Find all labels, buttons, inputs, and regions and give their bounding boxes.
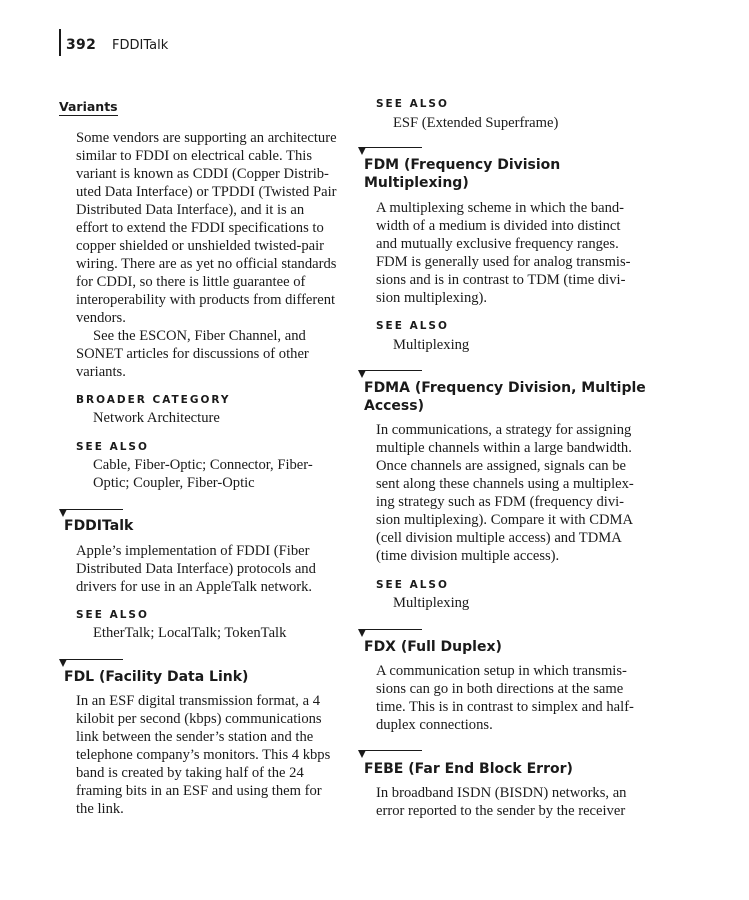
- fdma-body: [376, 421, 676, 565]
- entry-divider: [362, 629, 422, 630]
- see-also-value: ESF (Extended Superframe): [393, 115, 559, 131]
- body-line: kilobit per second (kbps) communications: [76, 711, 322, 727]
- body-line: variant is known as CDDI (Copper Distrib-: [76, 166, 329, 182]
- see-also-value: Multiplexing: [393, 595, 470, 611]
- body-line: band is created by taking half of the 24: [76, 765, 304, 781]
- body-line: In broadband ISDN (BISDN) networks, an: [376, 785, 627, 801]
- entry-marker-icon: [358, 370, 366, 378]
- body-line: A multiplexing scheme in which the band-: [376, 200, 625, 216]
- see-also-label: SEE ALSO: [76, 609, 149, 621]
- body-line: Apple’s implementation of FDDI (Fiber: [76, 543, 310, 559]
- body-line: In an ESF digital transmission format, a 4: [76, 693, 321, 709]
- body-line: sion multiplexing). Compare it with CDMA: [376, 512, 634, 528]
- body-line: variants.: [76, 364, 126, 380]
- body-line: In communications, a strategy for assigning: [376, 422, 632, 438]
- body-line: vendors.: [76, 310, 126, 326]
- see-also-label: SEE ALSO: [376, 320, 449, 332]
- body-line: for CDDI, so there is little guarantee of: [76, 274, 306, 290]
- body-line: and mutually exclusive frequency ranges.: [376, 236, 619, 252]
- body-line: framing bits in an ESF and using them for: [76, 783, 322, 799]
- body-line: sion multiplexing).: [376, 290, 488, 306]
- variants-heading: Variants: [59, 99, 118, 114]
- body-line: width of a medium is divided into distinct: [376, 218, 621, 234]
- entry-divider: [362, 750, 422, 751]
- header-rule: [59, 29, 61, 56]
- body-line: wiring. There are as yet no official standards: [76, 256, 337, 272]
- fdl-body: [76, 692, 376, 818]
- see-also-label: SEE ALSO: [376, 98, 449, 110]
- body-line: A communication setup in which transmis-: [376, 663, 627, 679]
- fdm-title: [364, 156, 560, 192]
- variants-body: [76, 129, 376, 381]
- body-line: duplex connections.: [376, 717, 493, 733]
- body-line: similar to FDDI on electrical cable. This: [76, 148, 313, 164]
- body-line: effort to extend the FDDI specifications to: [76, 220, 324, 236]
- see-also-value: EtherTalk; LocalTalk; TokenTalk: [93, 625, 287, 641]
- see-also-line: Cable, Fiber-Optic; Connector, Fiber-: [93, 457, 313, 473]
- body-line: (time division multiple access).: [376, 548, 560, 564]
- body-line: SONET articles for discussions of other: [76, 346, 309, 362]
- body-line: uted Data Interface) or TPDDI (Twisted Pair: [76, 184, 337, 200]
- body-line: sions and is in contrast to TDM (time divi-: [376, 272, 626, 288]
- febe-title: FEBE (Far End Block Error): [364, 761, 573, 777]
- body-line: interoperability with products from different: [76, 292, 336, 308]
- body-line: link between the sender’s station and the: [76, 729, 314, 745]
- entry-marker-icon: [59, 659, 67, 667]
- fdl-title: FDL (Facility Data Link): [64, 669, 249, 685]
- body-line: Once channels are assigned, signals can be: [376, 458, 627, 474]
- entry-divider: [63, 509, 123, 510]
- fdditalk-body: [76, 542, 376, 596]
- body-line: sent along these channels using a multiplex-: [376, 476, 634, 492]
- entry-marker-icon: [358, 629, 366, 637]
- entry-marker-icon: [358, 147, 366, 155]
- entry-divider: [362, 147, 422, 148]
- fdx-title: FDX (Full Duplex): [364, 639, 502, 655]
- entry-divider: [362, 370, 422, 371]
- body-line: sions can go in both directions at the same: [376, 681, 624, 697]
- fdma-title: [364, 379, 646, 415]
- page-number: 392: [66, 37, 97, 53]
- see-also-value: Multiplexing: [393, 337, 470, 353]
- body-line: ing strategy such as FDM (frequency divi-: [376, 494, 625, 510]
- body-line: error reported to the sender by the receiver: [376, 803, 626, 819]
- broader-category-label: BROADER CATEGORY: [76, 394, 231, 406]
- entry-divider: [63, 659, 123, 660]
- body-line: telephone company’s monitors. This 4 kbps: [76, 747, 331, 763]
- body-line: the link.: [76, 801, 124, 817]
- title-line: FDM (Frequency Division: [364, 157, 561, 173]
- title-line: FDMA (Frequency Division, Multiple: [364, 380, 646, 396]
- fdm-body: [376, 199, 676, 307]
- see-also-label: SEE ALSO: [376, 579, 449, 591]
- body-line: See the ESCON, Fiber Channel, and: [93, 328, 306, 344]
- body-line: FDM is generally used for analog transmis-: [376, 254, 631, 270]
- see-also-label: SEE ALSO: [76, 441, 149, 453]
- title-line: Access): [364, 398, 424, 414]
- body-line: drivers for use in an AppleTalk network.: [76, 579, 313, 595]
- fdx-body: [376, 662, 676, 734]
- fdditalk-title: FDDITalk: [64, 518, 134, 534]
- febe-body: [376, 784, 676, 820]
- see-also-line: Optic; Coupler, Fiber-Optic: [93, 475, 255, 491]
- broader-category-value: Network Architecture: [93, 410, 220, 426]
- see-also-value: [93, 456, 313, 492]
- body-line: (cell division multiple access) and TDMA: [376, 530, 622, 546]
- body-line: copper shielded or unshielded twisted-pair: [76, 238, 325, 254]
- body-line: multiple channels within a large bandwidth.: [376, 440, 632, 456]
- running-head: FDDITalk: [112, 38, 169, 53]
- body-line: Distributed Data Interface) protocols and: [76, 561, 316, 577]
- entry-marker-icon: [59, 509, 67, 517]
- body-line: time. This is in contrast to simplex and half-: [376, 699, 634, 715]
- entry-marker-icon: [358, 750, 366, 758]
- body-line: Some vendors are supporting an architecture: [76, 130, 337, 146]
- body-line: Distributed Data Interface), and it is an: [76, 202, 305, 218]
- title-line: Multiplexing): [364, 175, 469, 191]
